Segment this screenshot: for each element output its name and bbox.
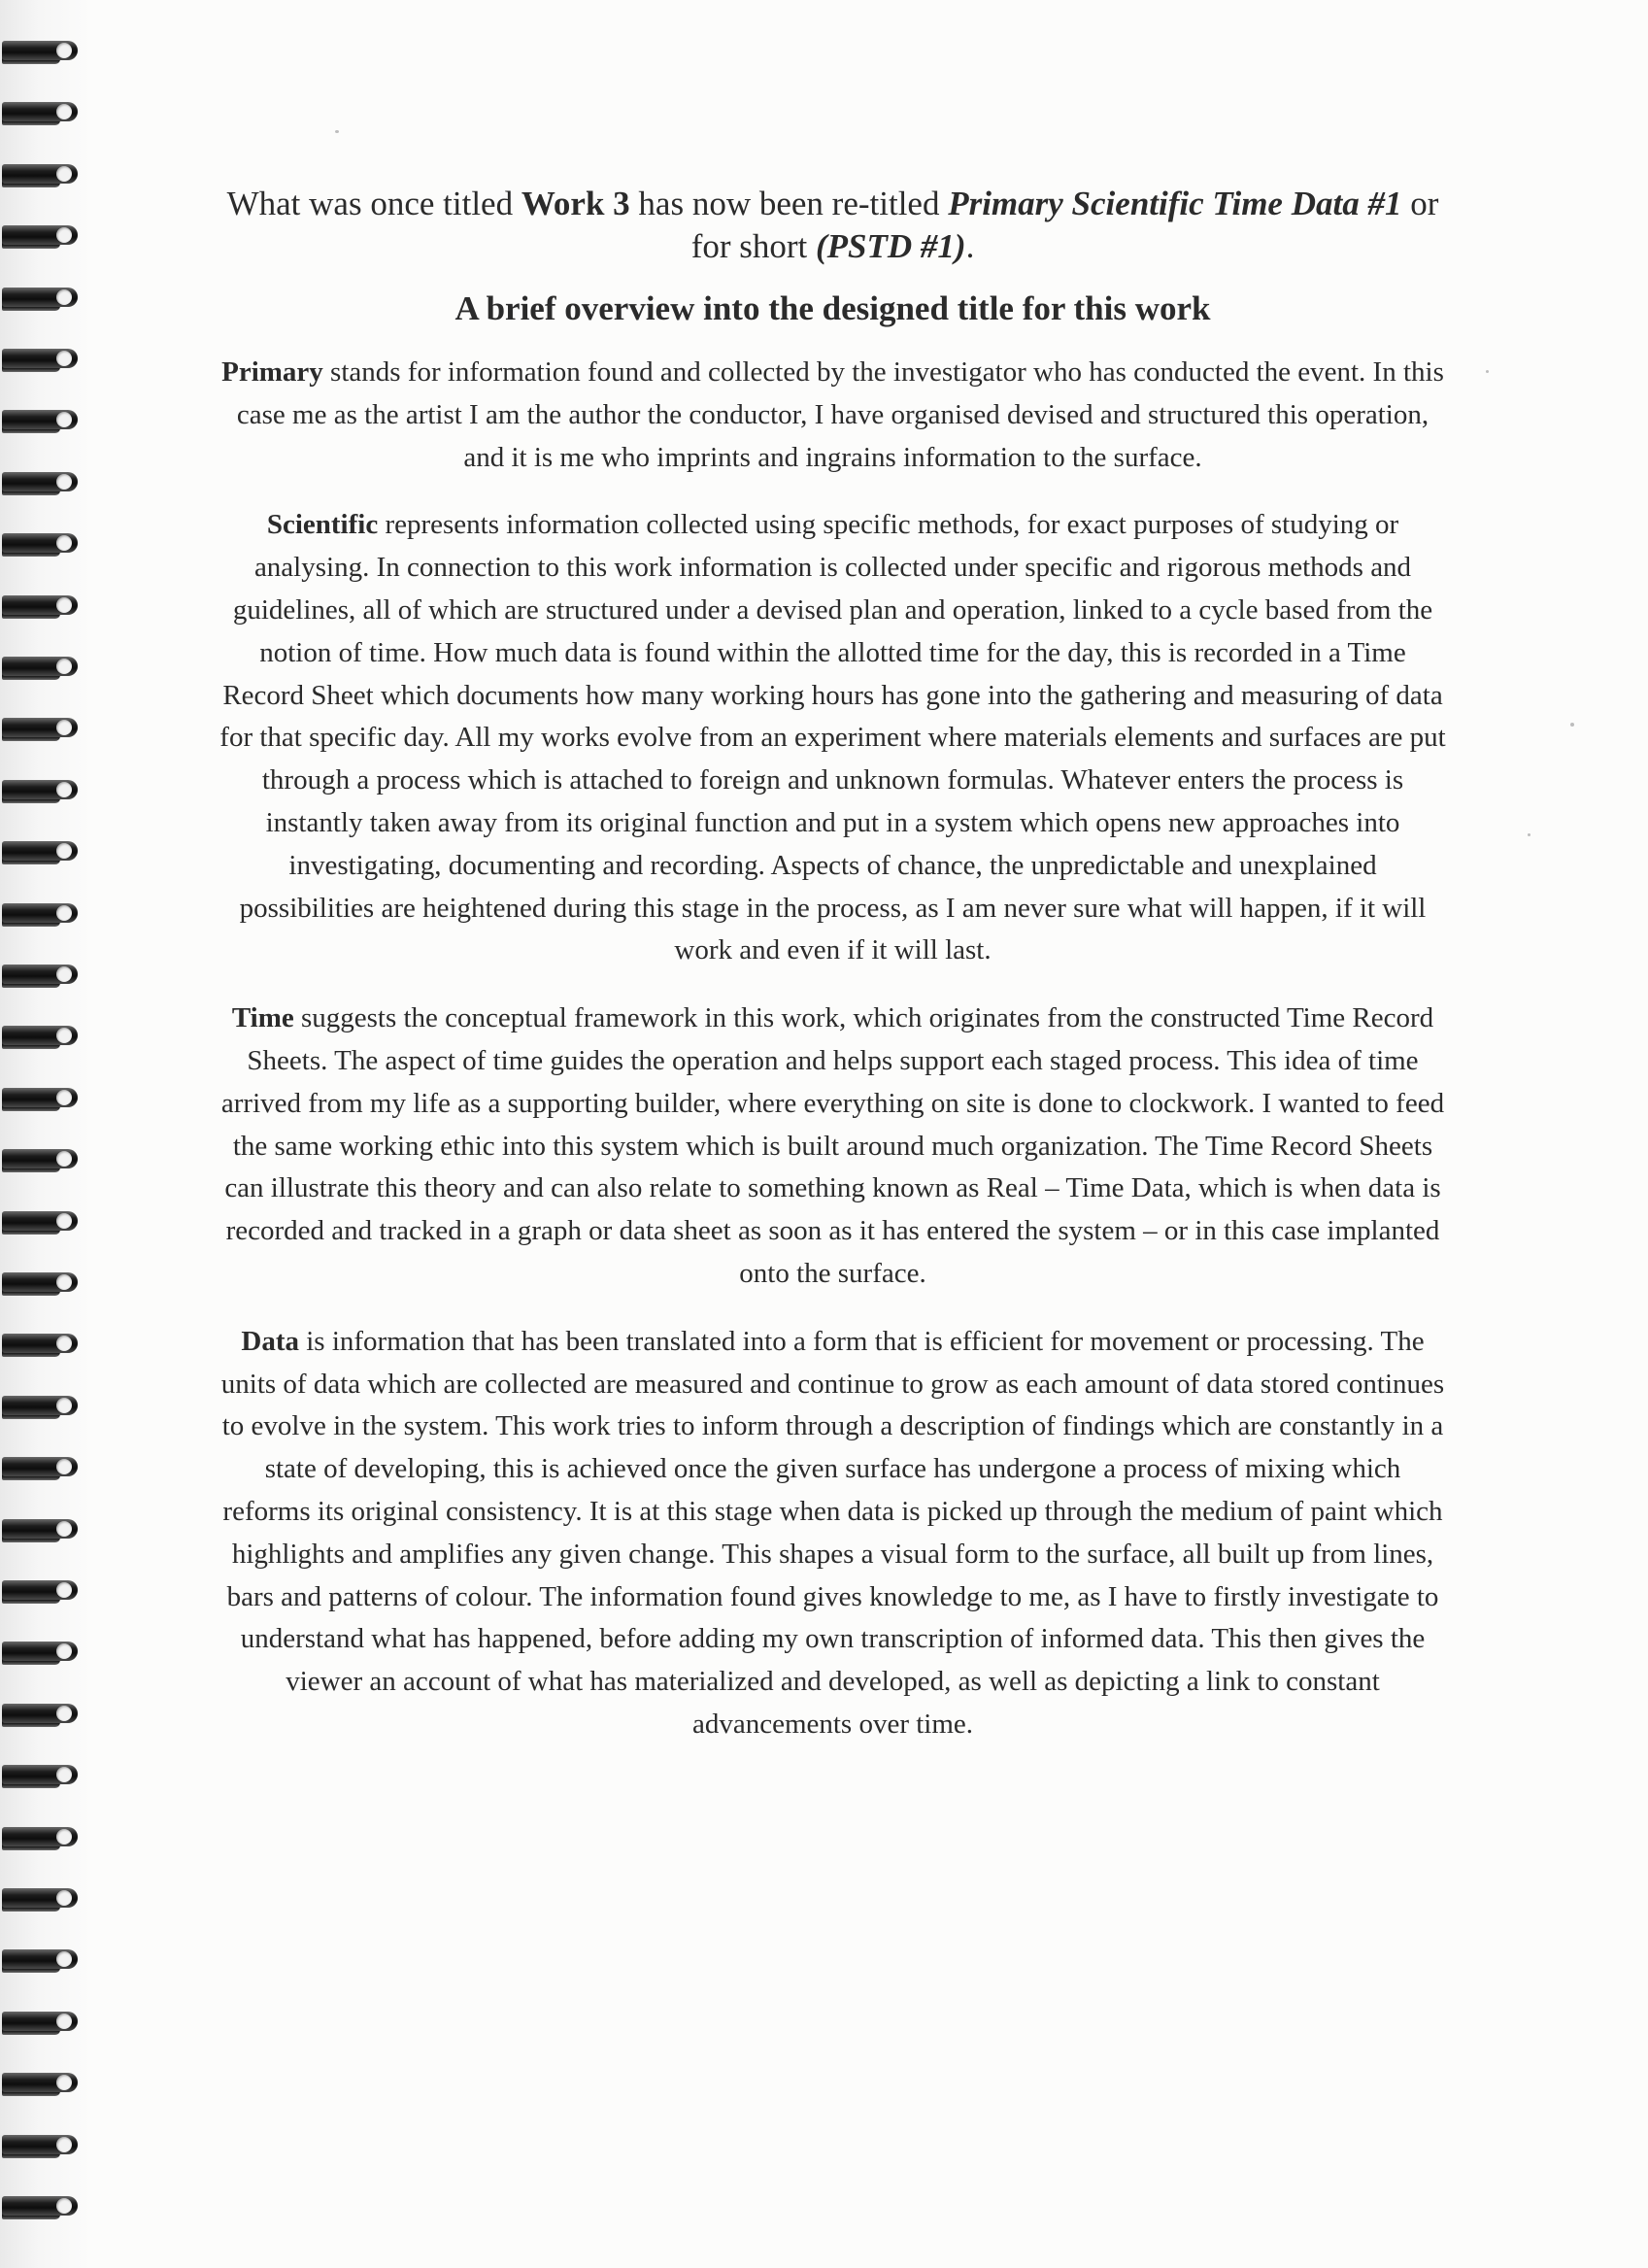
binding-coil <box>2 1888 82 1913</box>
binding-coil <box>2 965 82 990</box>
binding-coil <box>2 1088 82 1113</box>
binding-coil <box>2 2135 82 2160</box>
paragraph-text: stands for information found and collected by the investigator who has conducted the event. In this case me as the artist I am the author the conductor, I have organised devised and structured this operation, and it is me who imprints and ingrains information to the surface. <box>236 356 1444 473</box>
term-scientific: Scientific <box>266 509 379 541</box>
title-new-name: Primary Scientific Time Data #1 <box>948 185 1402 222</box>
binding-coil <box>2 1827 82 1852</box>
binding-coil <box>2 1519 82 1544</box>
binding-coil <box>2 41 82 66</box>
binding-coil <box>2 349 82 374</box>
paragraph-text: is information that has been translated into a form that is efficient for movement or processing. The units of data which are collected are measured and continue to grow as each amount of data stored continues to evolve in the system. This work tries to inform through a description of findings which are constantly in a state of developing, this is achieved once the given surface has undergone a process of mixing which reforms its original consistency. It is at this stage when data is picked up through the medium of paint which highlights and amplifies any given change. This shapes a visual form to the surface, all built up from lines, bars and patterns of colour. The information found gives knowledge to me, as I have to firstly investigate to understand what has happened, before adding my own transcription of informed data. This then gives the viewer an account of what has materialized and developed, as well as depicting a link to constant advancements over time. <box>220 1325 1445 1740</box>
binding-coil <box>2 903 82 929</box>
binding-coil <box>2 718 82 743</box>
section-heading: A brief overview into the designed title for this work <box>454 289 1211 327</box>
binding-coil <box>2 1704 82 1729</box>
binding-coil <box>2 1396 82 1421</box>
spiral-binding <box>0 0 92 2268</box>
binding-coil <box>2 1457 82 1482</box>
binding-coil <box>2 164 82 189</box>
paper-speck <box>1570 723 1574 727</box>
binding-coil <box>2 225 82 251</box>
term-data: Data <box>241 1325 299 1357</box>
binding-coil <box>2 780 82 805</box>
title-text: has now been re-titled <box>629 185 949 222</box>
title-text: What was once titled <box>226 185 521 222</box>
paper-speck <box>335 130 339 133</box>
title-old-name: Work 3 <box>521 185 630 222</box>
title-text: . <box>965 227 975 265</box>
binding-coil <box>2 102 82 127</box>
binding-coil <box>2 657 82 682</box>
document-body <box>219 183 1447 1772</box>
binding-coil <box>2 2196 82 2221</box>
binding-coil <box>2 2012 82 2037</box>
paper-speck <box>1486 370 1489 373</box>
binding-coil <box>2 1949 82 1975</box>
binding-coil <box>2 1211 82 1236</box>
binding-coil <box>2 533 82 559</box>
binding-coil <box>2 2073 82 2098</box>
term-primary: Primary <box>221 356 323 388</box>
term-time: Time <box>231 1002 294 1034</box>
binding-coil <box>2 1765 82 1790</box>
binding-coil <box>2 1272 82 1298</box>
title-text: or for short <box>690 185 1439 265</box>
binding-coil <box>2 1580 82 1606</box>
paragraph-scientific <box>219 504 1447 972</box>
binding-coil <box>2 595 82 621</box>
binding-coil <box>2 1149 82 1174</box>
binding-coil <box>2 841 82 866</box>
binding-coil <box>2 1334 82 1359</box>
binding-coil <box>2 288 82 313</box>
binding-coil <box>2 472 82 497</box>
paragraph-time <box>219 998 1447 1296</box>
binding-coil <box>2 1642 82 1667</box>
paper-speck <box>1528 833 1530 836</box>
document-title <box>219 183 1447 268</box>
binding-coil <box>2 1026 82 1051</box>
paragraph-text: represents information collected using specific methods, for exact purposes of studying or analysing. In connection to this work information is collected under specific and rigorous methods and guidelines, all of which are structured under a devised plan and operation, linked to a cycle based from the notion of time. How much data is found within the allotted time for the day, this is recorded in a Time Record Sheet which documents how many working hours has gone into the gathering and measuring of data for that specific day. All my works evolve from an experiment where materials elements and surfaces are put through a process which is attached to foreign and unknown formulas. Whatever enters the process is instantly taken away from its original function and put in a system which opens new approaches into investigating, documenting and recording. Aspects of chance, the unpredictable and unexplained possibilities are heightened during this stage in the process, as I am never sure what will happen, if it will work and even if it will last. <box>219 509 1446 966</box>
binding-coil <box>2 410 82 435</box>
paragraph-primary <box>219 352 1447 479</box>
paragraph-text: suggests the conceptual framework in this work, which originates from the constructed Time Record Sheets. The aspect of time guides the operation and helps support each staged process. This idea of time arrived from my life as a supporting builder, where everything on site is done to clockwork. I wanted to feed the same working ethic into this system which is built around much organization. The Time Record Sheets can illustrate this theory and can also relate to something known as Real – Time Data, which is when data is recorded and tracked in a graph or data sheet as soon as it has entered the system – or in this case implanted onto the surface. <box>220 1002 1445 1289</box>
paragraph-data <box>219 1321 1447 1746</box>
title-short-name: (PSTD #1) <box>816 227 966 265</box>
